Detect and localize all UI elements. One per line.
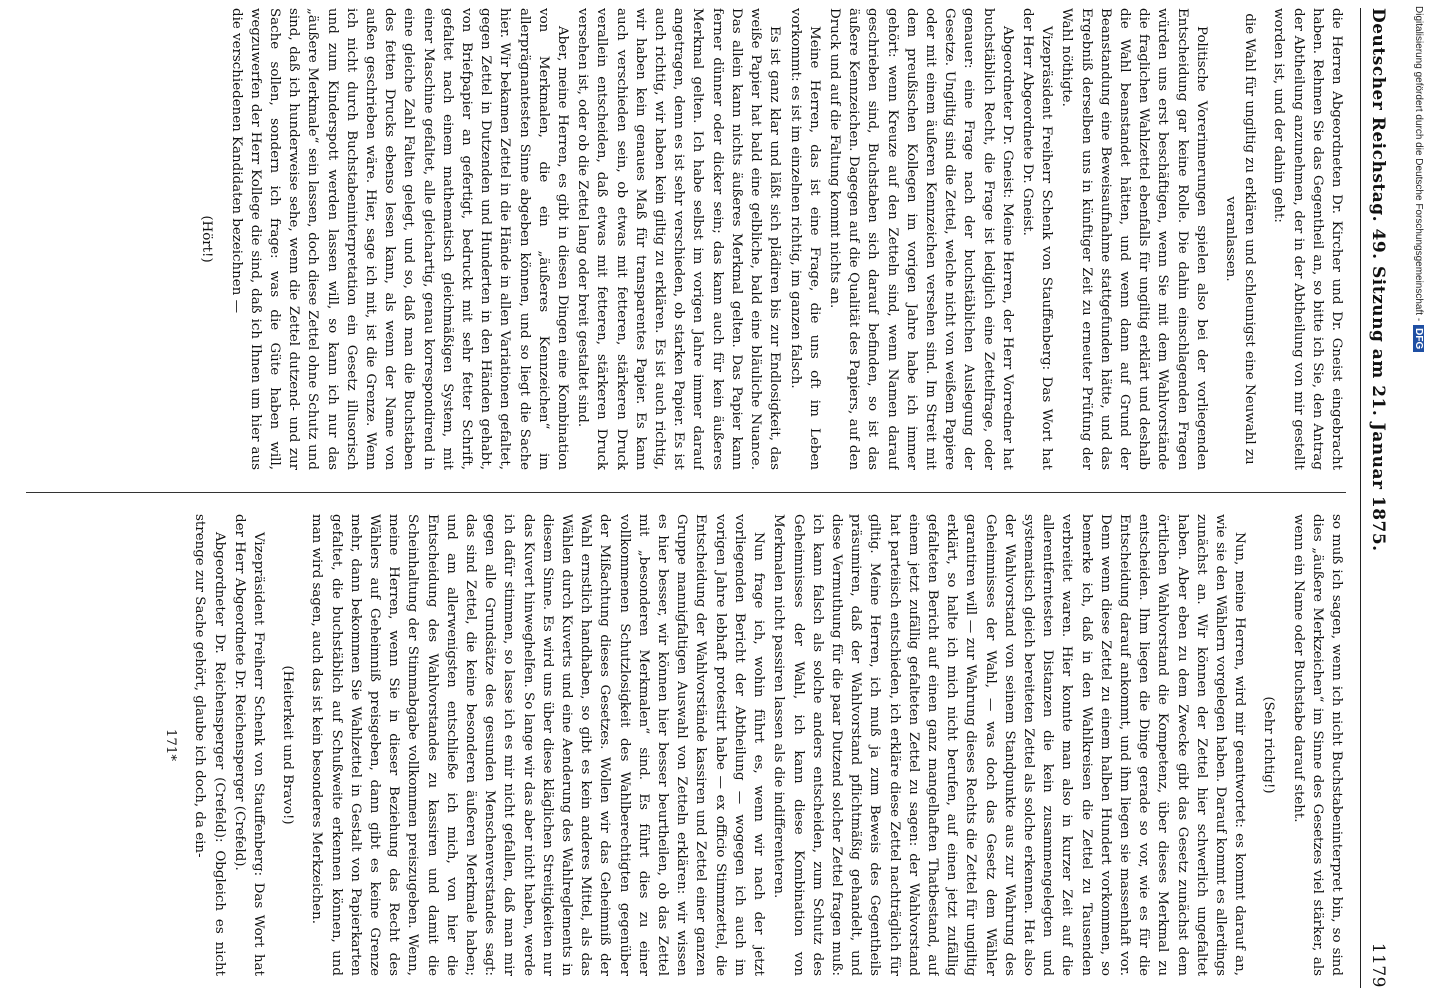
page-number: 1179 xyxy=(1368,942,1388,988)
speaker-paragraph: Vizepräsident Freiherr Schenk von Stauffenberg: Das Wort hat der Herr Abgeordnete Dr. Reichensperger (Crefeld). xyxy=(231,514,267,976)
speaker-paragraph: Vizepräsident Freiherr Schenk von Stauffenberg: Das Wort hat der Herr Abgeordnete Dr. Gneist. xyxy=(1019,8,1055,470)
paragraph: die Herren Abgeordneten Dr. Kircher und Dr. Gneist eingebracht haben. Rehmen Sie das Gegentheil an, so bitte ich Sie, den Antrag der Abtheilung anzunehmen, der in der Abtheilung von mir gestellt worden ist, und der dahin geht: xyxy=(1271,8,1344,470)
header-rule xyxy=(1360,8,1361,988)
left-column xyxy=(26,8,1346,470)
paragraph: Politische Vorerinnerungen spielen also bei der vorliegenden Entscheidung gar keine Rolle. Die dahin einschlagenden Fragen würden uns erst beschäftigen, wenn Sie mit dem Wahlvorstände die fraglichen Wahlzettel ebenfalls für ungiltig erklärt und deshalb die Wahl beanstandet hätten, und wenn dann auf Grund der Beanstandung eine Beweisaufnahme stattgefunden hätte, und das Ergebniß derselben uns in künftiger Zeit zu erneuter Prüfung der Wahl nöthigte. xyxy=(1059,8,1209,470)
paragraph: Es ist ganz klar und läßt sich plädiren bis zur Endlosigkeit, das weiße Papier hat bald eine gelbliche, bald eine bläuliche Nuance. Das allein kann nichts äußeres Merkmal gelten. Das Papier kann ferner dünner oder dicker sein; das kann auch für kein äußeres Merkmal gelten. Ich habe selbst im vorigen Jahre immer darauf angetragen, denn es ist sehr verschieden, ob starken Papier. Es ist auch richtig, wir haben kein giltig zu erklären. Es ist auch richtig, wir haben kein genaues Maß für transparentes Papier. Es kann auch verschieden sein, ob etwas mit fetteren, stärkeren Druck verallein entscheiden, daß etwas mit fetteren, stärkeren Druck versehen ist, oder ob die Zettel lang oder breit gestaltet sind. xyxy=(575,8,783,470)
dfg-logo: DFG xyxy=(1413,325,1424,352)
running-title: Deutscher Reichstag. 49. Sitzung am 21. Januar 1875. xyxy=(1368,8,1388,552)
paragraph: so muß ich sagen, wenn ich nicht Buchstabeninterpret bin, so sind dies „äußere Merkzeichen“ im Sinne des Gesetzes viel stärker, als wenn ein Name oder Buchstabe darauf steht. xyxy=(1290,514,1344,976)
funding-note xyxy=(1413,6,1424,986)
right-column xyxy=(26,514,1346,976)
interjection: (Heiterkeit und Bravo!) xyxy=(280,665,296,825)
motion-text: die Wahl für ungiltig zu erklären und schleunigst eine Neuwahl zu veranlassen. xyxy=(1222,13,1258,465)
interjection: (Hört!) xyxy=(199,215,215,263)
paragraph: Meine Herren, das ist eine Frage, die uns oft im Leben vorkommt: es ist im einzelnen richtig, im ganzen falsch. xyxy=(787,8,822,470)
interjection: (Sehr richtig!) xyxy=(1261,696,1277,794)
speaker-paragraph: Abgeordneter Dr. Gneist: Meine Herren, der Herr Vorredner hat buchstäblich Recht, die Frage ist lediglich eine Zettelfrage, oder genauer: eine Frage nach der buchstäblichen Auslegung der Gesetze. Ungiltig sind die Zettel, welche nicht von weißem Papiere oder mit einem äußeren Kennzeichen versehen sind. Im Streit mit dem preußischen Kollegen im vorigen Jahre habe ich immer gehört: wenn Kreuze auf den Zetteln sind, wenn Namen darauf geschrieben sind, Buchstaben sich darauf befinden, so ist das äußere Kennzeichen. Dagegen auf die Qualität des Papiers, auf den Druck und auf die Faltung kommt nichts an. xyxy=(826,8,1015,470)
paragraph: Nun, meine Herren, wird mir geantwortet: es kommt darauf an, wie sie den Wählern vorgelegen haben. Darauf kommt es allerdings zunächst an. Wir können der Zettel hier schwerlich ungefaltet haben. Aber eben zu dem Zwecke gibt das Gesetz zunächst dem örtlichen Wahlvorstand die Kompetenz, über dieses Merkmal zu entscheiden. Ihm liegen die Dinge gerade so vor, wie es für die Entscheidung darauf ankommt, und ihm liegen sie massenhaft vor. Denn wenn diese Zettel zu einem halben Hundert vorkommen, so bemerke ich, daß in den Wahlkreisen die Zettel zu Tausenden verbreitet waren. Hier konnte man also in kurzer Zeit auf die allerentferntesten Distanzen die kein zusammengelegten und systematisch gleich bereiteten Zettel als solche erkennen. Hat also der Wahlvorstand von seinem Standpunkte aus zur Wahrung des Geheimnisses der Wahl, — was doch das Gesetz dem Wähler garantiren will — zur Wahrung dieses Rechts die Zettel für ungiltig erklärt, so halte ich mich nicht berufen, auf einen jetzt zufällig gefalteten Bericht auf einen ganz mangelhaften Thatbestand, auf einem jetzt zufällig gefalteten Zettel zu sagen: der Wahlvorstand hat parteiisch entschieden, ich erkläre diese Zettel nachträglich für giltig. Meine Herren, ich muß ja zum Beweis des Gegentheils präsumiren, daß der Wahlvorstand pflichtmäßig gehandelt, und diese Vermuthung für die paar Dutzend solcher Zettel fragen muß: ich kann falsch als solche anders entscheiden, zum Schutz des Geheimnisses der Wahl, ich kann diese Kombination von Merkmalen nicht passiren lassen als die indifferenteren. xyxy=(771,514,1248,976)
signature-mark: 171* xyxy=(163,728,179,762)
rotated-page xyxy=(8,8,1398,988)
column-divider xyxy=(26,492,1346,493)
paragraph: Aber, meine Herren, es gibt in diesen Dingen eine Kombination von Merkmalen, die ein „äußeres Kennzeichen“ im allerprägnantesten Sinne abgeben können, und so liegt die Sache hier. Wir bekamen Zettel in die Hände in allen Variationen gefaltet, gegen Zettel in Dutzenden und Hunderten in den Händen gehabt, von Briefpapier an gefertigt, bedruckt mit sehr fetter Schrift, gefaltet nach einem mathematisch gleichmäßigen System, mit einer Maschine gefaltet, alle gleichartig, genau korrespondirend in eine gleiche Zahl Falten gelegt, und so, daß man die Buchstaben des fetten Drucks ebenso lesen kann, als wenn der Name von außen geschrieben wäre. Hier, sage ich mit, ist die Grenze. Wenn ich nicht durch Buchstabeninterpretation ein Gesetz illusorisch und zum Kinderspott werden lassen will, so kann ich nur das „äußere Merkmale“ sein lassen, doch diese Zettel ohne Schutz und sind, daß ich hunderweise sehe, wenn die Zettel dutzend- und zur Sache sollen, sondern ich frage: was die Güte haben will, wegzuwerfen der Herr Kollege die sind, daß ich Ihnen um hier aus die verschiedenen Kandidaten bezeichnen — xyxy=(228,8,571,470)
speaker-paragraph: Abgeordneter Dr. Reichensperger (Crefeld): Obgleich es nicht strenge zur Sache gehört, glaube ich doch, da ein- xyxy=(192,514,227,976)
page-header xyxy=(1358,8,1398,988)
funding-text: Digitalisierung gefördert durch die Deutsche Forschungsgemeinschaft - xyxy=(1413,6,1424,322)
paragraph: Nun frage ich, wohin führt es, wenn wir nach der jetzt vorliegenden Bericht der Abtheilung — wogegen ich auch im vorigen Jahre lebhaft protestirt habe — ex officio Stimmzettel, die Entscheidung der Wahlvorstände kassiren und Zettel einer ganzen Gruppe mannigfaltigen Auswahl von Zetteln erklären: wir wissen es hier besser, wir können hier besser beurtheilen, ob das Zettel mit „besonderen Merkmalen“ sind. Es führt dies zu einer vollkommenen Schutzlosigkeit des Wahlberechtigten gegenüber der Mißachtung dieses Gesetzes. Wollen wir das Geheimniß der Wahl ernstlich handhaben, so gibt es kein anderes Mittel, als das Wählen durch Kuverts und eine Aenderung des Wahlreglements in diesem Sinne. Es wird uns über diese kläglichen Streitigkeiten nur das Kuvert hinweghelfen. So lange wir das aber nicht haben, werde ich dafür stimmen, so lasse ich es mir nicht gefallen, daß man mir gegen alle Grundsätze des gesunden Menschenverstandes sagt: das sind Zettel, die keine besonderen äußeren Merkmale haben; und am allerwenigsten entschließe ich mich, von hier die Entscheidung des Wahlvorstandes zu kassiren und damit die Scheinhaltung der Stimmabgabe vollkommen preiszugeben. Wenn, meine Herren, wenn Sie in dieser Beziehung das Recht des Wählers auf Geheimniß preisgeben, dann gibt es keine Grenze mehr, dann bekommen Sie Wahlzettel in Gestalt von Papierkarten gefaltet, die buchstäblich auf Schußweite erkennen können, und man wird sagen, auch das ist kein besonderes Merkzeichen. xyxy=(309,514,767,976)
funding-sidebar xyxy=(1404,6,1430,994)
